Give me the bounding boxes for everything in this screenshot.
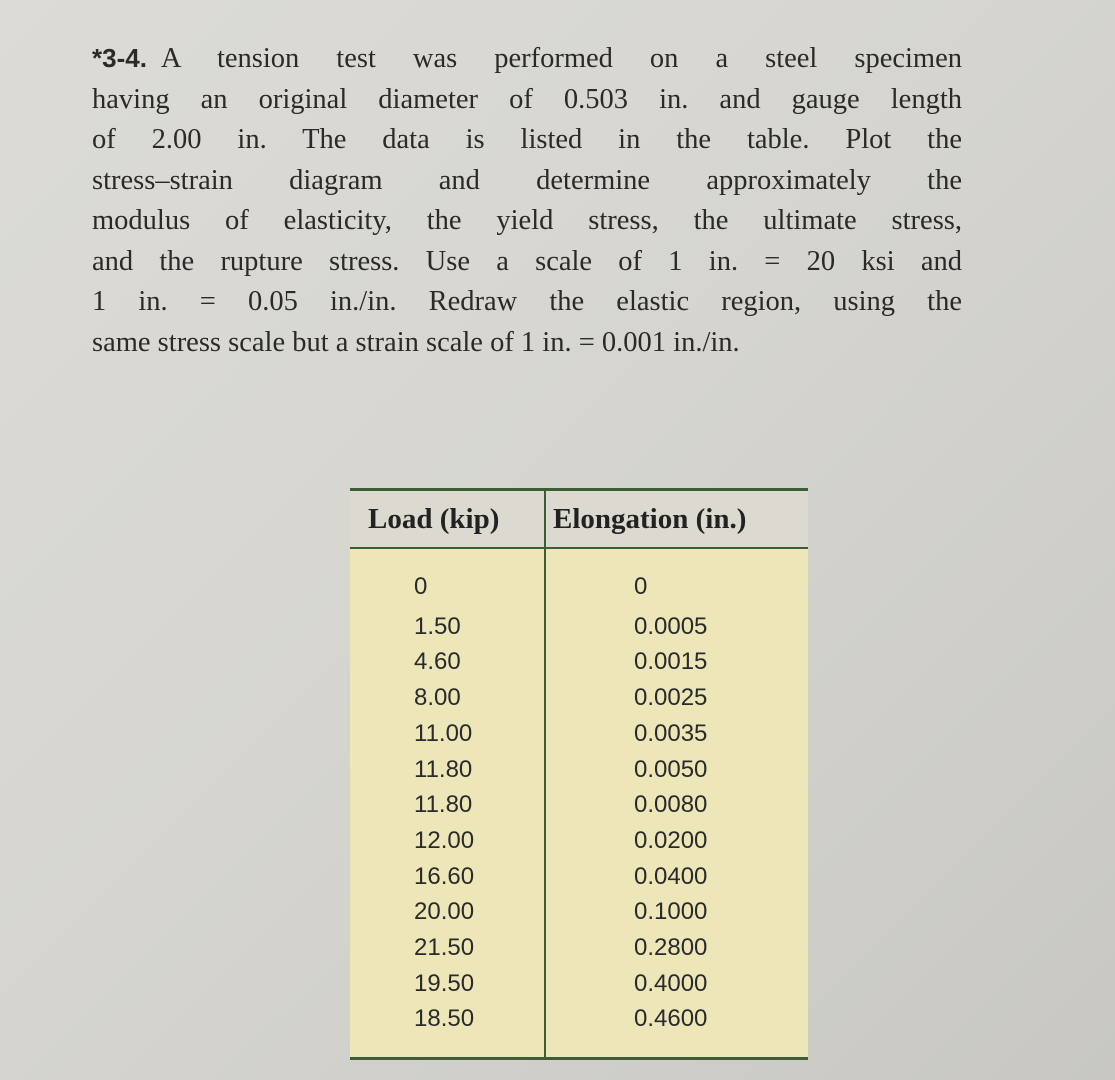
load-elongation-table xyxy=(350,488,808,1060)
table-cell-elongation: 0.0015 xyxy=(634,648,708,676)
table-cell-load: 11.80 xyxy=(414,755,473,783)
table-cell-load: 12.00 xyxy=(414,826,475,854)
table-cell-load: 16.60 xyxy=(414,862,475,890)
table-cell-elongation: 0.4000 xyxy=(634,969,708,997)
table-cell-load: 4.60 xyxy=(414,648,461,676)
table-cell-load: 21.50 xyxy=(414,934,475,962)
table-cell-elongation: 0.0050 xyxy=(634,755,708,783)
table-cell-load: 11.80 xyxy=(414,791,473,819)
table-cell-elongation: 0.0025 xyxy=(634,684,708,712)
table-cell-elongation: 0 xyxy=(634,573,648,600)
table-cell-elongation: 0.0035 xyxy=(634,719,708,747)
table-header xyxy=(350,491,808,549)
table-cell-load: 8.00 xyxy=(414,684,461,712)
column-header-elongation: Elongation (in.) xyxy=(553,503,747,535)
table-cell-elongation: 0.0080 xyxy=(634,791,708,819)
problem-line xyxy=(92,38,962,80)
problem-line: same stress scale but a strain scale of 1 in. = 0.001 in./in. xyxy=(92,326,740,358)
table-cell-elongation: 0.1000 xyxy=(634,898,708,926)
table-cell-load: 19.50 xyxy=(414,969,475,997)
table-cell-load: 20.00 xyxy=(414,898,475,926)
load-column xyxy=(414,569,474,1037)
problem-statement xyxy=(92,38,962,363)
table-cell-load: 0 xyxy=(414,573,428,600)
table-cell-load: 18.50 xyxy=(414,1005,475,1033)
table-cell-elongation: 0.2800 xyxy=(634,934,708,962)
table-cell-elongation: 0.0200 xyxy=(634,826,708,854)
problem-line: modulus of elasticity, the yield stress, the ultimate stress, xyxy=(92,205,962,236)
column-divider xyxy=(544,491,546,1057)
column-header-load: Load (kip) xyxy=(368,503,500,535)
table-cell-elongation: 0.4600 xyxy=(634,1005,708,1033)
table-cell-elongation: 0.0005 xyxy=(634,612,708,640)
table-cell-load: 1.50 xyxy=(414,612,461,640)
table-cell-elongation: 0.0400 xyxy=(634,862,708,890)
problem-line: having an original diameter of 0.503 in. and gauge length xyxy=(92,83,962,115)
problem-line: 1 in. = 0.05 in./in. Redraw the elastic region, using the xyxy=(92,286,962,317)
problem-line: of 2.00 in. The data is listed in the table. Plot the xyxy=(92,124,962,155)
table-cell-load: 11.00 xyxy=(414,719,473,747)
problem-number: *3-4. xyxy=(92,43,147,73)
elongation-column xyxy=(634,569,707,1037)
problem-line-text: A tension test was performed on a steel specimen xyxy=(160,43,962,74)
problem-line: stress–strain diagram and determine approximately the xyxy=(92,164,962,196)
problem-line: and the rupture stress. Use a scale of 1 in. = 20 ksi and xyxy=(92,245,962,277)
